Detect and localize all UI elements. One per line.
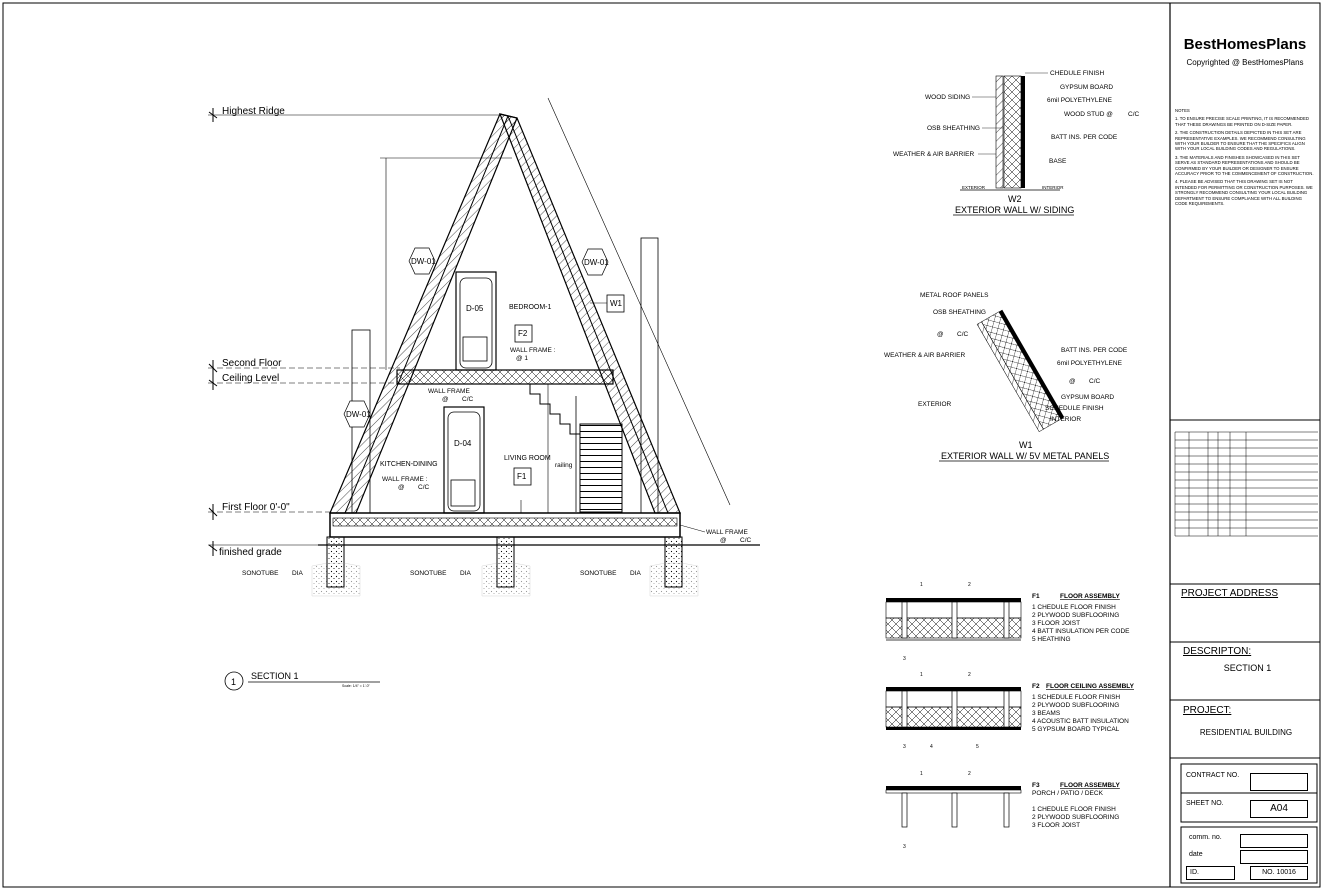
svg-text:5: 5 — [976, 744, 979, 750]
svg-text:OSB SHEATHING: OSB SHEATHING — [933, 309, 986, 316]
svg-text:F2: F2 — [518, 329, 528, 338]
svg-text:W1: W1 — [610, 299, 622, 308]
id-value: NO. 10016 — [1250, 866, 1308, 880]
svg-text:WEATHER & AIR BARRIER: WEATHER & AIR BARRIER — [893, 151, 975, 158]
svg-text:FLOOR CEILING ASSEMBLY: FLOOR CEILING ASSEMBLY — [1046, 683, 1134, 690]
roof-wall-left — [330, 114, 517, 513]
sonotube-footing — [410, 537, 530, 596]
svg-text:6mil POLYETHYLENE: 6mil POLYETHYLENE — [1057, 360, 1122, 367]
svg-text:SONOTUBE: SONOTUBE — [410, 570, 447, 577]
svg-text:2 PLYWOOD SUBFLOORING: 2 PLYWOOD SUBFLOORING — [1032, 814, 1120, 821]
svg-text:3 FLOOR JOIST: 3 FLOOR JOIST — [1032, 822, 1081, 829]
svg-text:2: 2 — [968, 771, 971, 777]
wall-frame-note: WALL FRAME — [428, 388, 470, 395]
level-label: Second Floor — [222, 358, 282, 369]
svg-text:3: 3 — [903, 744, 906, 750]
svg-text:C/C: C/C — [1128, 111, 1140, 118]
note-line: NOTES — [1175, 108, 1190, 113]
wall-frame-note: WALL FRAME : — [510, 347, 556, 354]
svg-text:5 GYPSUM BOARD TYPICAL: 5 GYPSUM BOARD TYPICAL — [1032, 726, 1120, 733]
svg-text:SONOTUBE: SONOTUBE — [242, 570, 279, 577]
svg-text:C/C: C/C — [1089, 378, 1101, 385]
svg-text:2 PLYWOOD SUBFLOORING: 2 PLYWOOD SUBFLOORING — [1032, 612, 1120, 619]
sheet-number: A04 — [1250, 800, 1308, 818]
svg-text:METAL ROOF PANELS: METAL ROOF PANELS — [920, 292, 989, 299]
svg-text:BASE: BASE — [1049, 158, 1067, 165]
copyright-note: Copyrighted @ BestHomesPlans — [1186, 58, 1304, 67]
svg-text:DW-01: DW-01 — [346, 410, 371, 419]
svg-text:GYPSUM BOARD: GYPSUM BOARD — [1061, 394, 1115, 401]
level-label: finished grade — [219, 547, 282, 558]
svg-text:C/C: C/C — [462, 396, 474, 403]
svg-text:1: 1 — [920, 771, 923, 777]
door-d04 — [444, 407, 484, 513]
svg-text:CHEDULE FINISH: CHEDULE FINISH — [1050, 70, 1105, 77]
window-tag-dw01 — [582, 249, 609, 275]
description-value: SECTION 1 — [1223, 663, 1272, 673]
svg-text:5 HEATHING: 5 HEATHING — [1032, 636, 1071, 643]
svg-text:DIA: DIA — [460, 570, 471, 577]
svg-text:WEATHER & AIR BARRIER: WEATHER & AIR BARRIER — [884, 352, 966, 359]
room-label-bedroom: BEDROOM-1 — [509, 304, 552, 311]
svg-text:SONOTUBE: SONOTUBE — [580, 570, 617, 577]
svg-text:BATT INS. PER CODE: BATT INS. PER CODE — [1061, 347, 1128, 354]
door-tag: D-04 — [454, 439, 472, 448]
general-notes — [1175, 108, 1315, 210]
svg-text:BATT INS. PER CODE: BATT INS. PER CODE — [1051, 134, 1118, 141]
svg-text:F3: F3 — [1032, 782, 1040, 789]
floor-detail-f2 — [886, 672, 1135, 750]
door-d05 — [456, 272, 496, 370]
window-tag-dw01 — [409, 248, 436, 274]
svg-text:W2: W2 — [1008, 194, 1022, 204]
svg-text:C/C: C/C — [957, 331, 969, 338]
svg-text:@: @ — [720, 537, 727, 544]
level-highest-ridge — [208, 106, 500, 122]
svg-text:SECTION 1: SECTION 1 — [251, 671, 299, 681]
level-first-floor — [208, 502, 330, 520]
svg-text:1 SCHEDULE FLOOR FINISH: 1 SCHEDULE FLOOR FINISH — [1032, 694, 1121, 701]
svg-text:C/C: C/C — [418, 484, 430, 491]
svg-text:@: @ — [937, 331, 944, 338]
svg-text:SCHEDULE FINISH: SCHEDULE FINISH — [1045, 405, 1104, 412]
note-line: 4. PLEASE BE ADVISED THAT THIS DRAWING SET IS NOT INTENDED FOR PERMITTING OR CONSTRUCTION PURPOSES. WE STRONGLY RECOMMEND CONSULTING YOUR LOCAL BUILDING DEPARTMENT TO ENSURE COMPLIANCE WITH ALL BUILDING CODE REQUIREMENTS. — [1175, 179, 1313, 207]
window-tag-dw01 — [344, 401, 371, 427]
room-label-living: LIVING ROOM — [504, 455, 551, 462]
note-line: 1. TO ENSURE PRECISE SCALE PRINTING, IT IS RECOMMENDED THAT THESE DRAWINGS BE PRINTED ON D-SIZE PAPER. — [1175, 116, 1309, 127]
level-label: Highest Ridge — [222, 106, 285, 117]
svg-text:WOOD SIDING: WOOD SIDING — [925, 94, 971, 101]
svg-text:FLOOR ASSEMBLY: FLOOR ASSEMBLY — [1060, 593, 1120, 600]
svg-text:3: 3 — [903, 844, 906, 850]
svg-text:4: 4 — [930, 744, 933, 750]
svg-text:W1: W1 — [1019, 440, 1033, 450]
staircase — [520, 384, 622, 513]
level-label: Ceiling Level — [222, 373, 280, 384]
svg-text:3 FLOOR JOIST: 3 FLOOR JOIST — [1032, 620, 1081, 627]
svg-text:@ 1: @ 1 — [516, 355, 529, 362]
svg-text:C/C: C/C — [740, 537, 752, 544]
svg-text:EXTERIOR: EXTERIOR — [918, 401, 952, 408]
svg-text:F2: F2 — [1032, 683, 1040, 690]
detail-w2 — [893, 70, 1140, 215]
svg-text:INTERIOR: INTERIOR — [1050, 416, 1082, 423]
svg-text:1: 1 — [920, 582, 923, 588]
svg-text:1 CHEDULE FLOOR FINISH: 1 CHEDULE FLOOR FINISH — [1032, 806, 1116, 813]
svg-text:@: @ — [398, 484, 405, 491]
level-label: First Floor 0'-0" — [222, 502, 290, 513]
sonotube-footing — [580, 537, 698, 596]
svg-text:PORCH / PATIO / DECK: PORCH / PATIO / DECK — [1032, 790, 1103, 797]
svg-text:DW-01: DW-01 — [584, 258, 609, 267]
contract-field — [1250, 773, 1308, 791]
svg-text:DIA: DIA — [630, 570, 641, 577]
description-label: DESCRIPTON: — [1183, 646, 1252, 657]
note-line: 2. THE CONSTRUCTION DETAILS DEPICTED IN THIS SET ARE REPRESENTATIVE EXAMPLES. WE RECOMMEND CONSULTING WITH YOUR BUILDER TO ENSURE THAT THE SPECIFICS ALIGN WITH YOUR LOCAL BUILDING CODES AND REGULATIONS. — [1175, 130, 1306, 152]
svg-text:1 CHEDULE FLOOR FINISH: 1 CHEDULE FLOOR FINISH — [1032, 604, 1116, 611]
project-address-label: PROJECT ADDRESS — [1181, 588, 1279, 599]
comm-label: comm. no. — [1189, 834, 1222, 841]
svg-text:4 BATT INSULATION PER CODE: 4 BATT INSULATION PER CODE — [1032, 628, 1130, 635]
wall-frame-note: WALL FRAME : — [382, 476, 428, 483]
sonotube-footing — [242, 537, 360, 596]
sheet-label: SHEET NO. — [1186, 800, 1224, 807]
room-label-kitchen: KITCHEN-DINING — [380, 461, 438, 468]
svg-text:EXTERIOR WALL W/ SIDING: EXTERIOR WALL W/ SIDING — [955, 205, 1075, 215]
svg-text:1: 1 — [920, 672, 923, 678]
svg-text:@: @ — [1069, 378, 1076, 385]
wall-frame-note: WALL FRAME — [706, 529, 748, 536]
floor-detail-f3 — [886, 771, 1120, 850]
svg-text:DIA: DIA — [292, 570, 303, 577]
detail-w1 — [884, 292, 1128, 461]
svg-text:3: 3 — [903, 656, 906, 662]
svg-text:@: @ — [442, 396, 449, 403]
svg-text:3 BEAMS: 3 BEAMS — [1032, 710, 1061, 717]
section-title — [225, 671, 380, 690]
svg-text:F1: F1 — [517, 472, 527, 481]
svg-text:4 ACOUSTIC BATT INSULATION: 4 ACOUSTIC BATT INSULATION — [1032, 718, 1129, 725]
id-label: ID. — [1186, 866, 1235, 880]
svg-text:F1: F1 — [1032, 593, 1040, 600]
svg-text:WOOD STUD @: WOOD STUD @ — [1064, 111, 1113, 118]
svg-text:GYPSUM BOARD: GYPSUM BOARD — [1060, 84, 1114, 91]
floor-tag-f1 — [514, 468, 531, 485]
floor-tag-f2 — [515, 325, 532, 342]
svg-text:EXTERIOR: EXTERIOR — [962, 185, 986, 190]
project-value: RESIDENTIAL BUILDING — [1199, 728, 1293, 737]
svg-text:2: 2 — [968, 672, 971, 678]
level-finished-grade — [208, 541, 320, 558]
svg-text:FLOOR ASSEMBLY: FLOOR ASSEMBLY — [1060, 782, 1120, 789]
date-field — [1240, 850, 1308, 864]
level-ceiling — [208, 373, 400, 390]
svg-text:DW-01: DW-01 — [411, 257, 436, 266]
svg-text:Scale: 1/4" = 1'-0": Scale: 1/4" = 1'-0" — [342, 684, 370, 688]
date-label: date — [1189, 851, 1203, 858]
svg-text:INTERIOR: INTERIOR — [1042, 185, 1064, 190]
contract-label: CONTRACT NO. — [1186, 772, 1240, 779]
project-label: PROJECT: — [1183, 705, 1232, 716]
railing-label: railing — [555, 462, 573, 469]
note-line: 3. THE MATERIALS AND FINISHES SHOWCASED IN THIS SET SERVE AS STANDARD REPRESENTATIONS AND SHOULD BE CONFIRMED BY YOUR BUILDER OR DESIGNER TO ENSURE ACCURACY PRIOR TO THE COMMENCEMENT OF CONSTRUCTION. — [1175, 154, 1314, 177]
floor-detail-f1 — [886, 582, 1130, 662]
svg-text:6mil POLYETHYLENE: 6mil POLYETHYLENE — [1047, 97, 1112, 104]
svg-text:1: 1 — [231, 677, 237, 687]
svg-text:EXTERIOR WALL W/ 5V METAL PANE: EXTERIOR WALL W/ 5V METAL PANELS — [941, 451, 1110, 461]
svg-text:2: 2 — [968, 582, 971, 588]
svg-text:2 PLYWOOD SUBFLOORING: 2 PLYWOOD SUBFLOORING — [1032, 702, 1120, 709]
comm-field — [1240, 834, 1308, 848]
brand-name: BestHomesPlans — [1183, 36, 1307, 53]
section-drawing — [208, 98, 760, 690]
svg-text:OSB SHEATHING: OSB SHEATHING — [927, 125, 980, 132]
door-tag: D-05 — [466, 304, 484, 313]
